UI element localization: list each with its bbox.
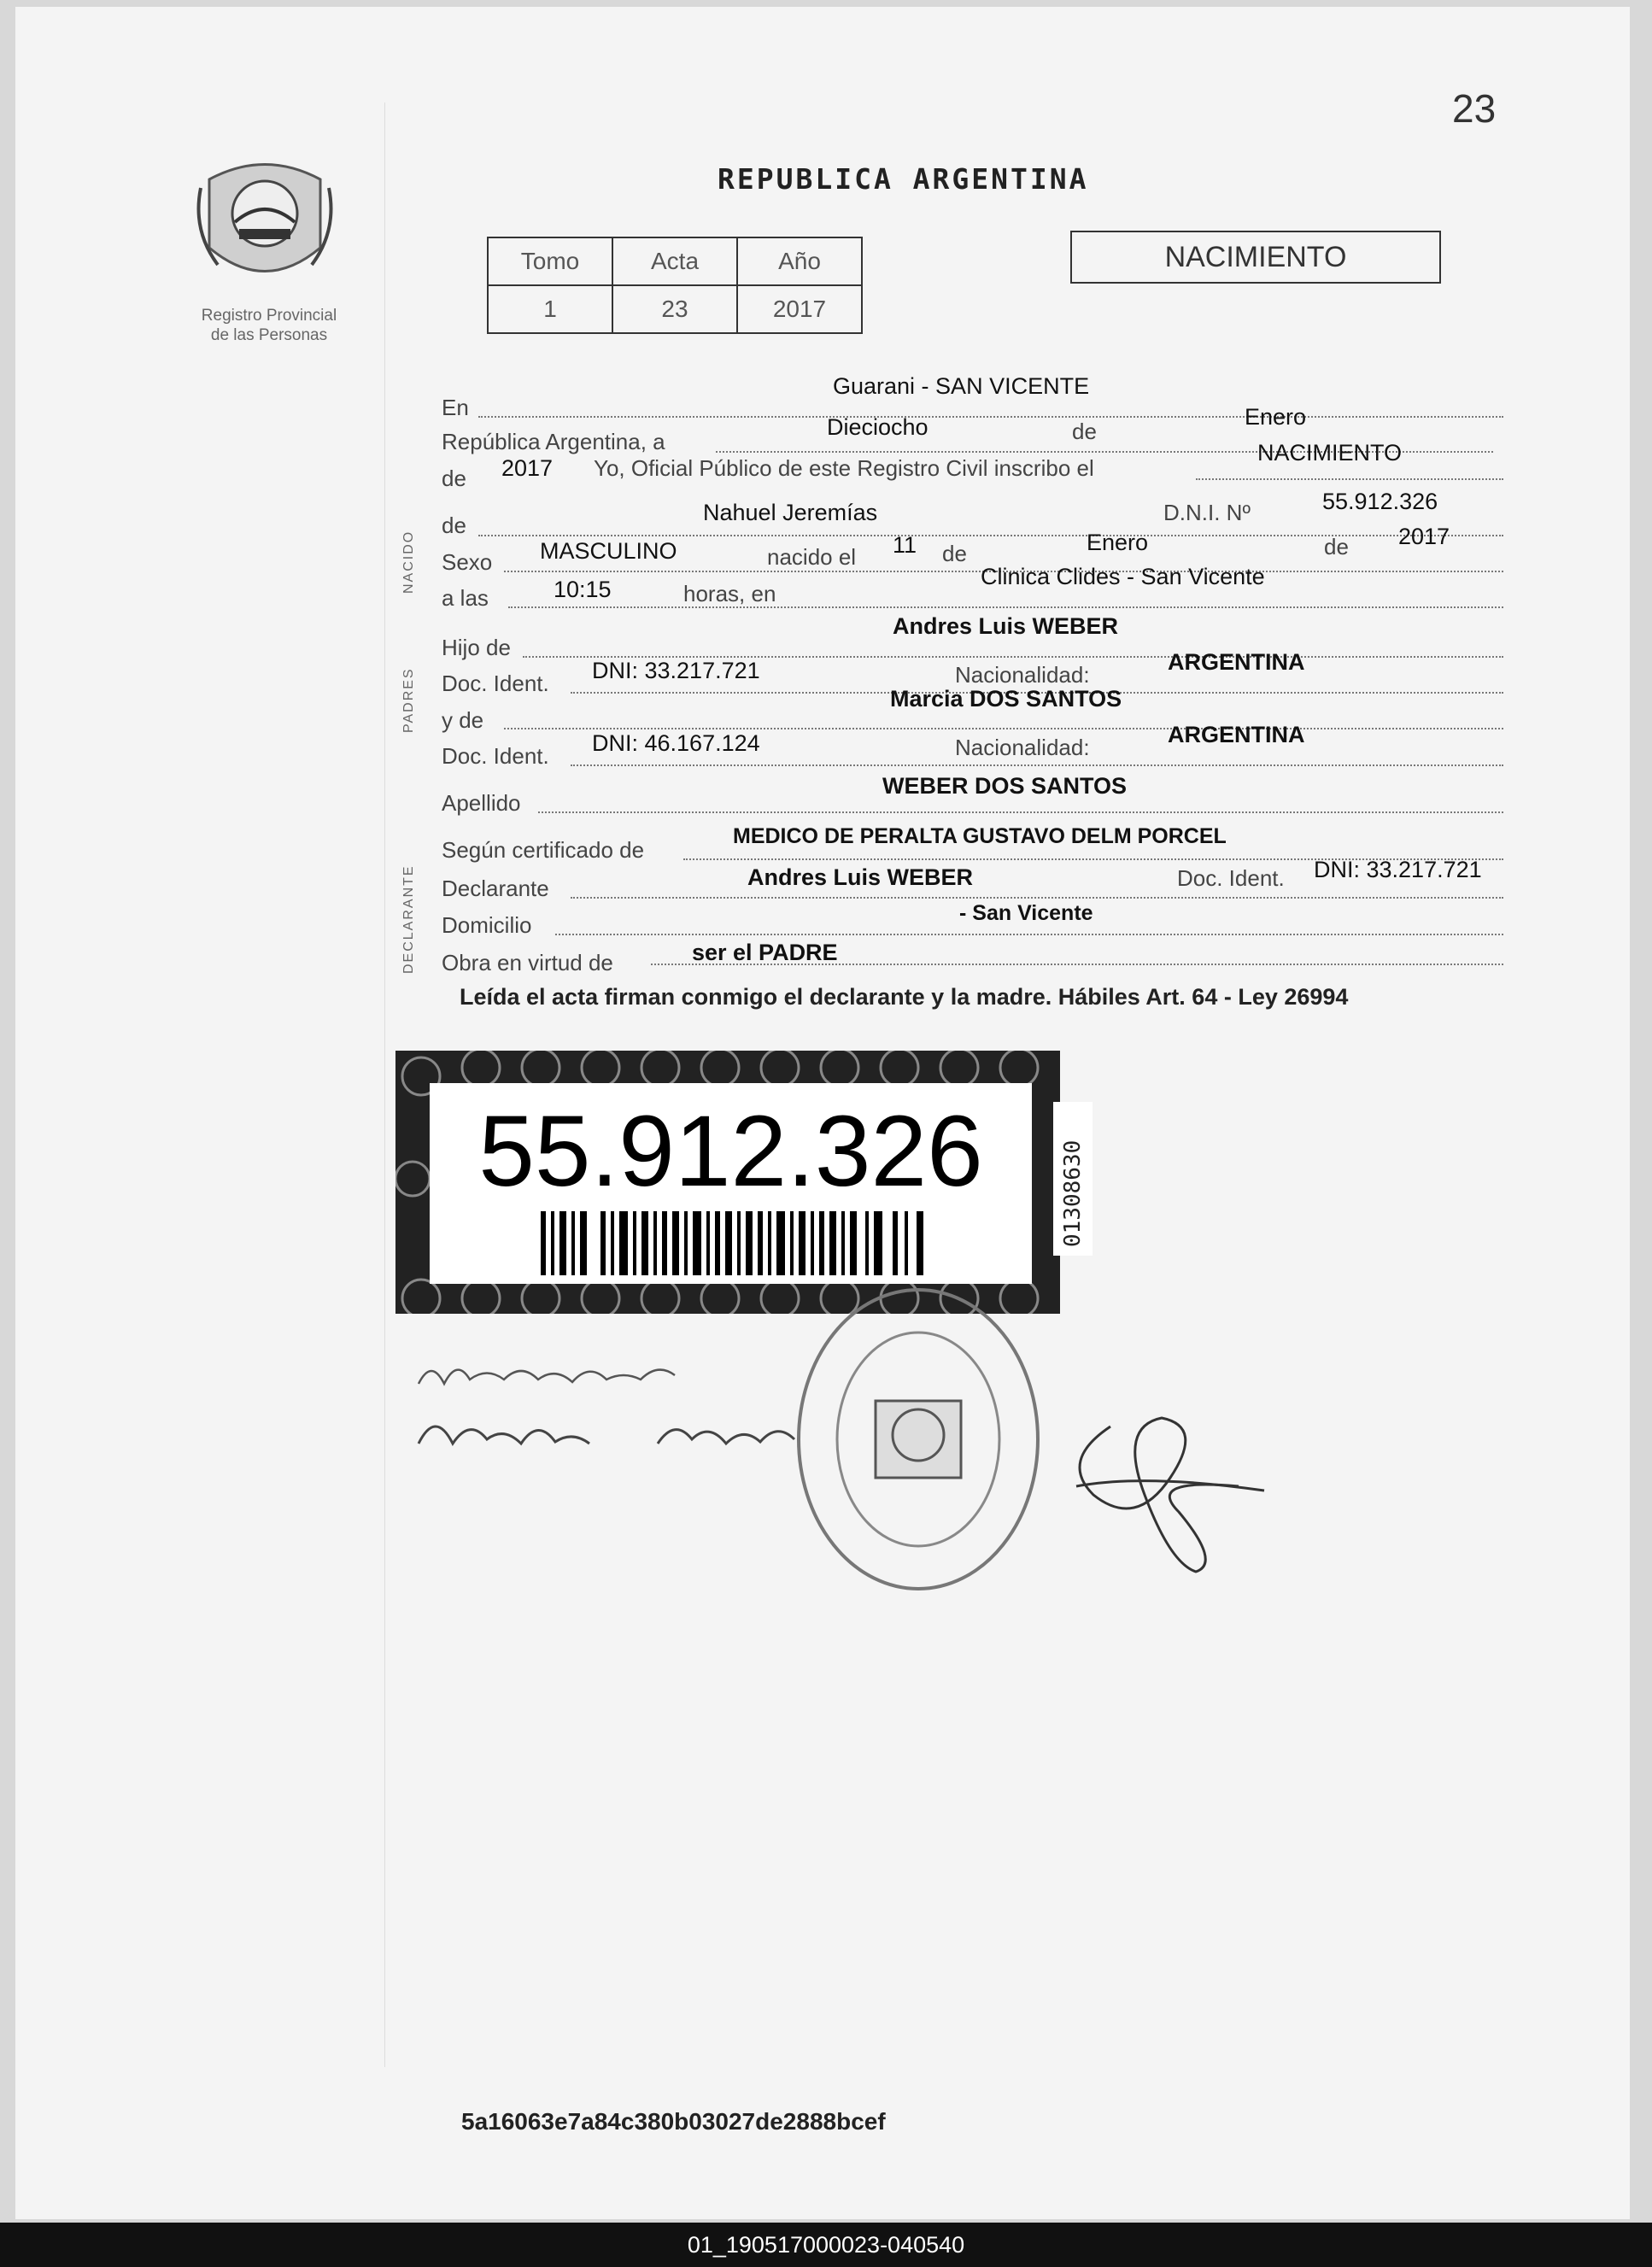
label-doc-ident-2: Doc. Ident. — [442, 743, 549, 769]
dotted-line — [1196, 478, 1503, 480]
page-number: 23 — [1452, 86, 1497, 131]
value-dni: 55.912.326 — [1322, 489, 1438, 514]
value-tomo: 1 — [488, 285, 612, 333]
label-de-nac-anio: de — [1324, 534, 1349, 559]
side-label-declarante: DECLARANTE — [401, 864, 416, 974]
label-y-de: y de — [442, 707, 484, 733]
value-doc-3: DNI: 33.217.721 — [1314, 857, 1482, 882]
file-id-footer: 01_190517000023-040540 — [0, 2223, 1652, 2267]
dotted-line — [478, 416, 1503, 418]
label-nacionalidad-2: Nacionalidad: — [955, 735, 1090, 760]
sticker-white-area — [430, 1083, 1032, 1284]
label-obra-en-virtud: Obra en virtud de — [442, 950, 613, 975]
sticker-side-tab — [1053, 1102, 1093, 1256]
header-tomo: Tomo — [488, 237, 612, 285]
dotted-line — [504, 728, 1503, 729]
handwritten-signature-official — [1042, 1392, 1298, 1589]
label-de: de — [1072, 419, 1097, 444]
label-de-nac: de — [942, 541, 967, 566]
label-yo-oficial: Yo, Oficial Público de este Registro Civil inscribo el — [594, 455, 1094, 481]
side-label-padres: PADRES — [401, 667, 416, 733]
label-republica: República Argentina, a — [442, 429, 665, 454]
value-certificado: MEDICO DE PERALTA GUSTAVO DELM PORCEL — [733, 824, 1227, 848]
value-padre: Andres Luis WEBER — [893, 613, 1119, 639]
value-nac-dia: 11 — [893, 532, 917, 558]
value-nac-anio: 2017 — [1398, 524, 1450, 549]
value-doc-1: DNI: 33.217.721 — [592, 658, 760, 683]
header-acta: Acta — [612, 237, 737, 285]
label-nacionalidad-1: Nacionalidad: — [955, 662, 1090, 688]
value-nacionalidad-1: ARGENTINA — [1168, 649, 1305, 675]
label-hijo-de: Hijo de — [442, 635, 511, 660]
province-seal-logo — [192, 154, 337, 290]
label-de-anio: de — [442, 466, 466, 491]
label-domicilio: Domicilio — [442, 912, 532, 938]
label-doc-ident-1: Doc. Ident. — [442, 671, 549, 696]
seal-caption: Registro Provincial de las Personas — [201, 307, 337, 344]
margin-line — [384, 103, 385, 2067]
label-horas-en: horas, en — [683, 581, 776, 606]
closing-text: Leída el acta firman conmigo el declarante y la madre. Hábiles Art. 64 - Ley 26994 — [460, 984, 1349, 1010]
dotted-line — [478, 535, 1503, 536]
sticker-id-number: 55.912.326 — [478, 1095, 983, 1208]
sticker-side-code: 01308630 — [1060, 1139, 1086, 1247]
dotted-line — [571, 764, 1503, 766]
value-lugar-nacimiento: Clinica Clides - San Vicente — [981, 564, 1265, 589]
dotted-line — [571, 897, 1503, 899]
label-sexo: Sexo — [442, 549, 493, 575]
value-mes: Enero — [1245, 404, 1307, 430]
value-nac-mes: Enero — [1087, 530, 1149, 555]
dotted-line — [508, 606, 1503, 608]
label-segun-certificado: Según certificado de — [442, 837, 645, 863]
value-hora: 10:15 — [554, 577, 612, 602]
label-de-nombre: de — [442, 513, 466, 538]
label-a-las: a las — [442, 585, 489, 611]
value-nacionalidad-2: ARGENTINA — [1168, 722, 1305, 747]
dotted-line — [555, 934, 1503, 935]
act-type-box: NACIMIENTO — [1070, 231, 1441, 284]
official-stamp — [790, 1281, 1046, 1597]
label-dni: D.N.I. Nº — [1163, 500, 1251, 525]
document-title: REPUBLICA ARGENTINA — [718, 162, 1089, 196]
handwritten-signature-parents — [410, 1350, 820, 1469]
value-dia: Dieciocho — [827, 414, 929, 440]
register-table — [487, 237, 863, 334]
label-apellido: Apellido — [442, 790, 521, 816]
value-sexo: MASCULINO — [540, 538, 677, 564]
value-obra: ser el PADRE — [692, 940, 838, 965]
value-doc-2: DNI: 46.167.124 — [592, 730, 760, 756]
value-inscribo: NACIMIENTO — [1257, 440, 1403, 466]
barcode — [541, 1211, 925, 1275]
label-nacido-el: nacido el — [767, 544, 857, 570]
label-declarante: Declarante — [442, 876, 549, 901]
document-hash: 5a16063e7a84c380b03027de2888bcef — [461, 2108, 886, 2135]
value-madre: Marcia DOS SANTOS — [890, 686, 1122, 712]
side-label-nacido: NACIDO — [401, 530, 416, 594]
value-acta: 23 — [612, 285, 737, 333]
id-barcode-sticker — [395, 1051, 1060, 1314]
value-domicilio: - San Vicente — [959, 901, 1093, 925]
value-anio: 2017 — [737, 285, 862, 333]
header-anio: Año — [737, 237, 862, 285]
value-declarante: Andres Luis WEBER — [747, 864, 974, 890]
value-nombre: Nahuel Jeremías — [703, 500, 878, 525]
dotted-line — [538, 811, 1503, 813]
label-en: En — [442, 395, 469, 420]
label-doc-ident-3: Doc. Ident. — [1177, 865, 1285, 891]
value-lugar-registro: Guarani - SAN VICENTE — [833, 373, 1090, 399]
value-apellido: WEBER DOS SANTOS — [882, 773, 1128, 799]
value-anio: 2017 — [501, 455, 554, 481]
